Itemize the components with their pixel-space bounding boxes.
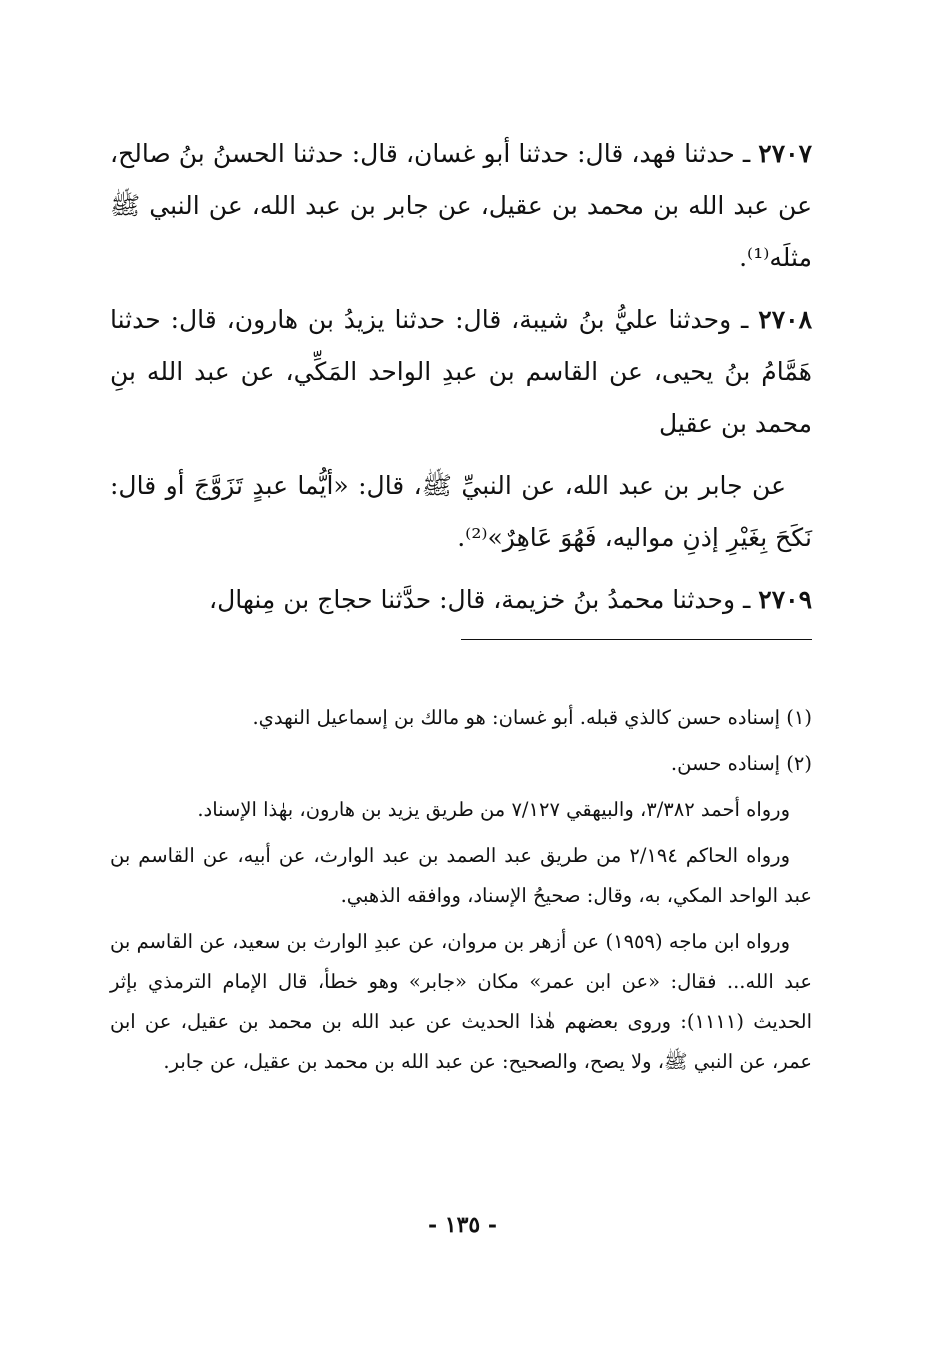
footnote-2-para-3: ورواه ابن ماجه (١٩٥٩) عن أزهر بن مروان، عن عبدِ الوارث بن سعيد، عن القاسم بن عبد الله... فقال: «عن ابن عمر» مكان «جابر» وهو خطأ، قال الإمام الترمذي بإثر الحديث (١١١١): وروى بعضهم هٰذا الحديث عن عبد الله بن محمد بن عقيل، عن ابن عمر، عن النبي ﷺ، ولا يصح، والصحيح: عن عبد الله بن محمد بن عقيل، عن جابر. — [110, 930, 812, 1073]
hadith-number: ٢٧٠٧ — [758, 139, 812, 168]
footnote-separator — [461, 639, 812, 640]
footnotes — [110, 698, 812, 1088]
hadith-2708-continued — [110, 460, 812, 564]
hadith-2708 — [110, 294, 812, 450]
hadith-2709 — [110, 574, 812, 626]
main-text — [110, 128, 812, 636]
hadith-text: ـ وحدثنا محمدُ بنُ خزيمة، قال: حدَّثنا حجاج بن مِنهال، — [209, 585, 759, 614]
hadith-2707 — [110, 128, 812, 284]
hadith-text: عن جابر بن عبد الله، عن النبيِّ ﷺ، قال: «أيُّما عبدٍ تَزَوَّجَ أو قال: نَكَحَ بِغَيْرِ إذنِ مواليه، فَهُوَ عَاهِرٌ»⁽²⁾. — [110, 471, 812, 552]
footnote-2-para-2: ورواه الحاكم ٢/١٩٤ من طريق عبد الصمد بن عبد الوارث، عن أبيه، عن القاسم بن عبد الواحد المكي، به، وقال: صحيحُ الإسناد، ووافقه الذهبي. — [110, 844, 812, 907]
hadith-text: ـ وحدثنا عليُّ بنُ شيبة، قال: حدثنا يزيدُ بن هارون، قال: حدثنا هَمَّامُ بنُ يحيى، عن القاسم بن عبدِ الواحد المَكِّي، عن عبد الله بنِ محمد بن عقيل — [110, 305, 812, 438]
hadith-number: ٢٧٠٩ — [758, 585, 812, 614]
hadith-number: ٢٧٠٨ — [758, 305, 812, 334]
footnote-2: (٢) إسناده حسن. — [670, 752, 812, 775]
footnote-1: (١) إسناده حسن كالذي قبله. أبو غسان: هو مالك بن إسماعيل النهدي. — [252, 706, 812, 729]
footnote-2-para-1: ورواه أحمد ٣/٣٨٢، والبيهقي ٧/١٢٧ من طريق يزيد بن هارون، بهٰذا الإسناد. — [197, 798, 790, 821]
page-number: - ١٣٥ - — [427, 1212, 498, 1238]
hadith-text: ـ حدثنا فهد، قال: حدثنا أبو غسان، قال: حدثنا الحسنُ بنُ صالح، عن عبد الله بن محمد بن عقيل، عن جابر بن عبد الله، عن النبي ﷺ مثلَه⁽¹⁾. — [110, 139, 812, 272]
